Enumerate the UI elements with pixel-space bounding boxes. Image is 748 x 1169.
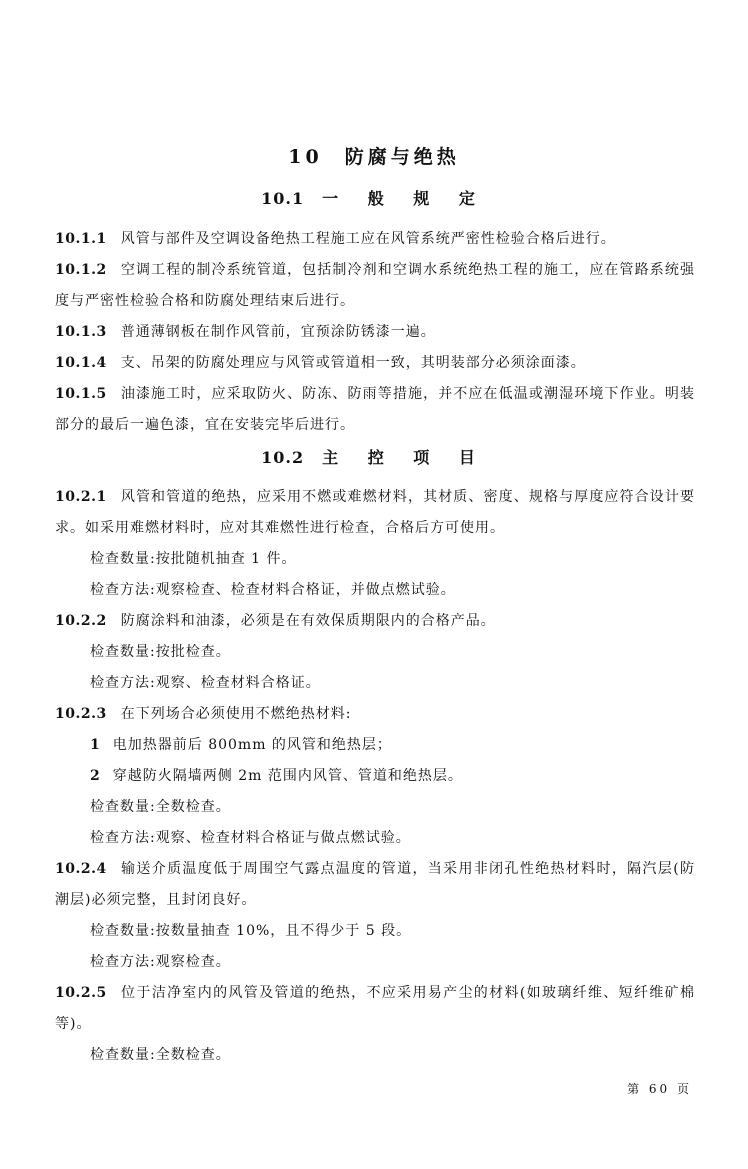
clause-text: 位于洁净室内的风管及管道的绝热，不应采用易产尘的材料(如玻璃纤维、短纤维矿棉等)。 (55, 985, 695, 1032)
clause-10-1-5 (55, 379, 695, 441)
list-text: 穿越防火隔墙两侧 2m 范围内风管、管道和绝热层。 (112, 768, 463, 784)
inspection-quantity: 检查数量:按数量抽查 10%，且不得少于 5 段。 (90, 923, 412, 939)
list-item (90, 730, 690, 761)
clause-text: 油漆施工时，应采取防火、防冻、防雨等措施，并不应在低温或潮湿环境下作业。明装部分的最后一遍色漆，宜在安装完毕后进行。 (55, 386, 695, 433)
chapter-title: 防腐与绝热 (344, 146, 460, 168)
section-title: 一 般 规 定 (322, 189, 487, 208)
clause-text: 在下列场合必须使用不燃绝热材料: (120, 706, 352, 722)
inspection-method: 检查方法:观察、检查材料合格证与做点燃试验。 (90, 830, 411, 846)
list-number: 1 (90, 737, 101, 753)
clause-10-1-3 (55, 317, 695, 348)
clause-code: 10.2.4 (55, 861, 107, 877)
inspection-quantity: 检查数量:按批检查。 (90, 644, 231, 660)
clause-10-1-1 (55, 224, 695, 255)
clause-code: 10.2.2 (55, 613, 107, 629)
clause-code: 10.2.1 (55, 489, 107, 505)
clause-text: 输送介质温度低于周围空气露点温度的管道，当采用非闭孔性绝热材料时，隔汽层(防潮层)必须完整，且封闭良好。 (55, 861, 695, 908)
clause-text: 普通薄钢板在制作风管前，宜预涂防锈漆一遍。 (120, 324, 436, 340)
chapter-heading (0, 142, 748, 169)
clause-10-2-5 (55, 978, 695, 1040)
inspection-method: 检查方法:观察、检查材料合格证。 (90, 675, 321, 691)
clause-10-2-3 (55, 699, 695, 730)
inspection-quantity: 检查数量:按批随机抽查 1 件。 (90, 551, 297, 567)
section-number: 10.1 (261, 189, 305, 208)
clause-text: 风管与部件及空调设备绝热工程施工应在风管系统严密性检验合格后进行。 (120, 231, 616, 247)
list-item (90, 761, 690, 792)
clause-code: 10.1.2 (55, 262, 107, 278)
clause-code: 10.1.3 (55, 324, 107, 340)
clause-code: 10.1.5 (55, 386, 107, 402)
clause-10-2-2 (55, 606, 695, 637)
clause-text: 支、吊架的防腐处理应与风管或管道相一致，其明装部分必须涂面漆。 (120, 355, 586, 371)
clause-code: 10.1.1 (55, 231, 107, 247)
list-text: 电加热器前后 800mm 的风管和绝热层； (112, 737, 392, 753)
clause-text: 风管和管道的绝热，应采用不燃或难燃材料，其材质、密度、规格与厚度应符合设计要求。如采用难燃材料时，应对其难燃性进行检查，合格后方可使用。 (55, 489, 695, 536)
inspection-method: 检查方法:观察检查、检查材料合格证，并做点燃试验。 (90, 582, 456, 598)
section-heading-10-2 (0, 445, 748, 468)
clause-10-1-4 (55, 348, 695, 379)
list-number: 2 (90, 768, 101, 784)
inspection-method: 检查方法:观察检查。 (90, 954, 231, 970)
section-heading-10-1 (0, 186, 748, 209)
clause-code: 10.1.4 (55, 355, 107, 371)
clause-text: 防腐涂料和油漆，必须是在有效保质期限内的合格产品。 (120, 613, 496, 629)
inspection-quantity: 检查数量:全数检查。 (90, 1047, 231, 1063)
inspection-quantity: 检查数量:全数检查。 (90, 799, 231, 815)
clause-10-2-4 (55, 854, 695, 916)
clause-code: 10.2.5 (55, 985, 107, 1001)
clause-code: 10.2.3 (55, 706, 107, 722)
clause-10-2-1 (55, 482, 695, 544)
clause-10-1-2 (55, 255, 695, 317)
clause-text: 空调工程的制冷系统管道，包括制冷剂和空调水系统绝热工程的施工，应在管路系统强度与严密性检验合格和防腐处理结束后进行。 (55, 262, 695, 309)
section-number: 10.2 (261, 448, 305, 467)
chapter-number: 10 (288, 146, 323, 168)
page-number: 第 60 页 (627, 1082, 692, 1096)
section-title: 主 控 项 目 (322, 448, 487, 467)
